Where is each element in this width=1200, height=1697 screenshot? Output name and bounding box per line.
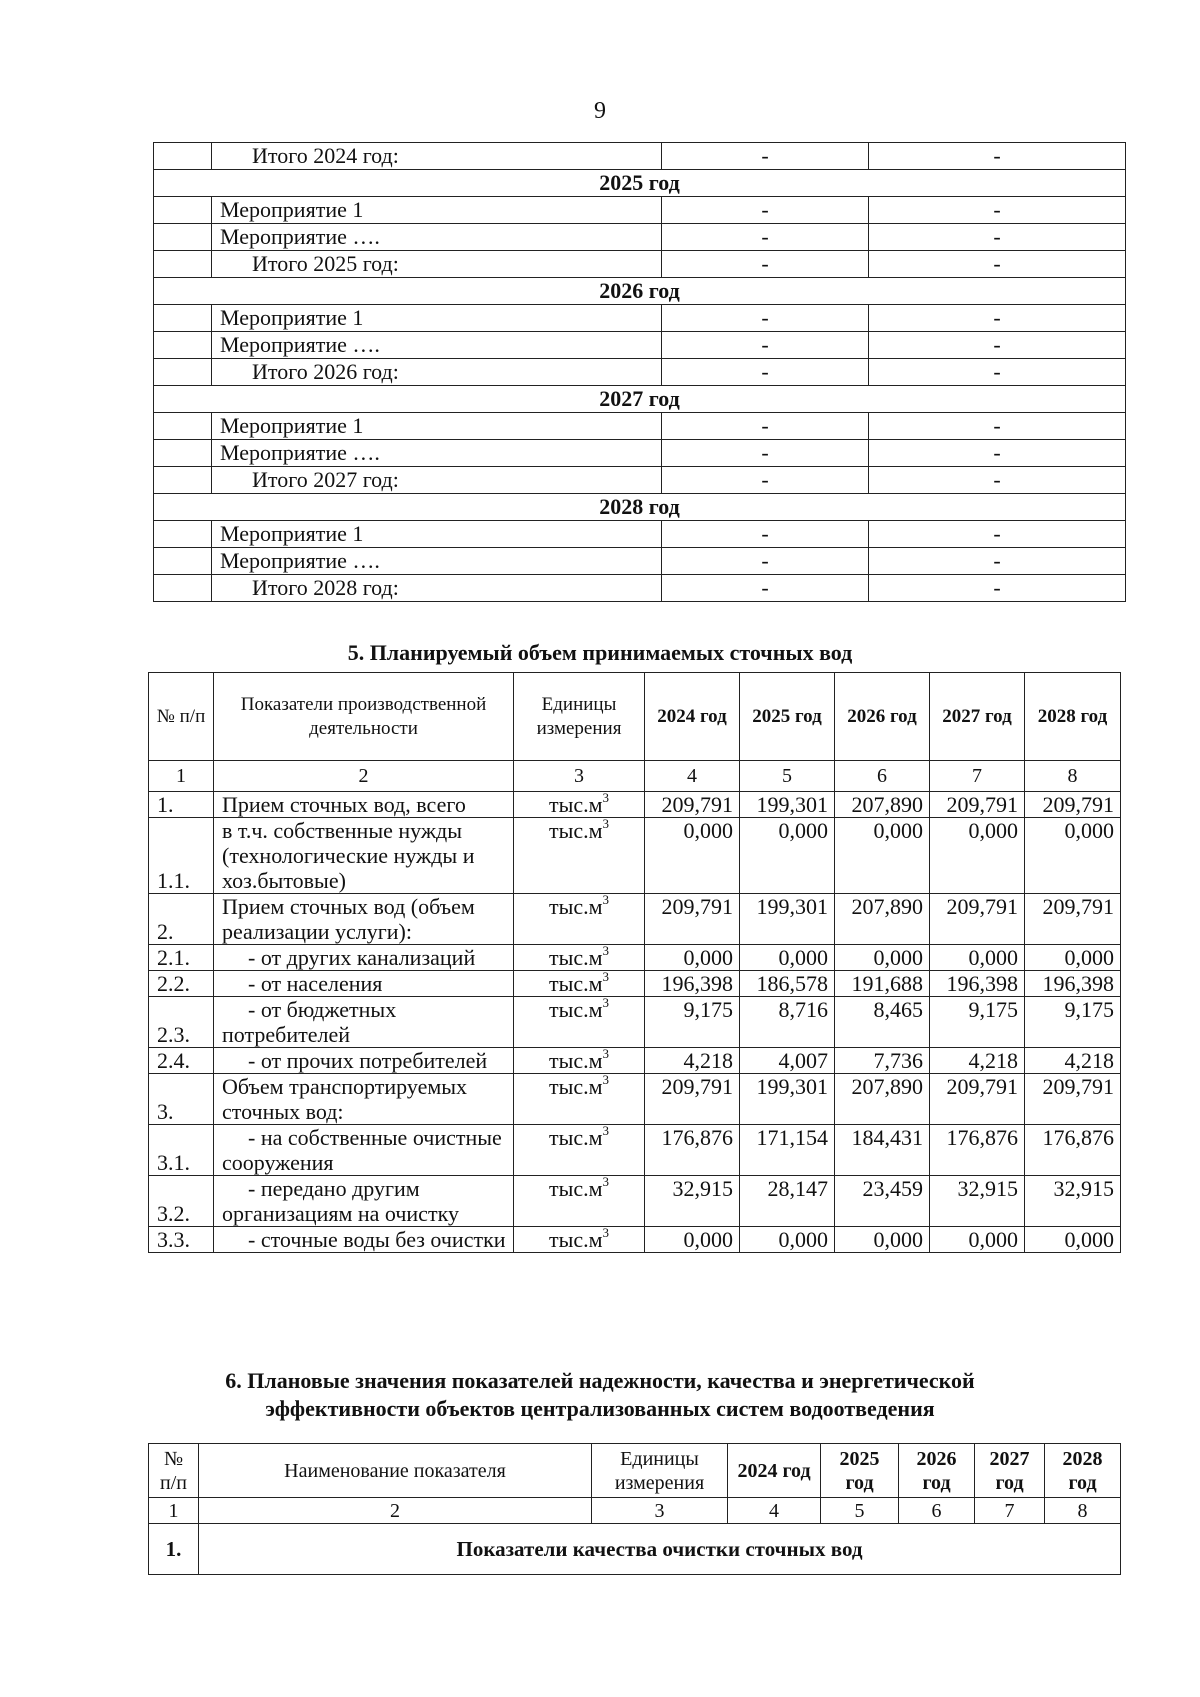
row-number-cell — [154, 359, 212, 386]
value-cell: - — [662, 224, 869, 251]
event-row — [154, 440, 1126, 467]
col-index: 2 — [214, 761, 514, 792]
unit-cell — [514, 1125, 645, 1176]
value-2025: 199,301 — [740, 894, 835, 945]
unit-cell — [514, 945, 645, 971]
value-2026: 207,890 — [835, 792, 930, 818]
unit-superscript: 3 — [602, 970, 610, 984]
value-2025: 4,007 — [740, 1048, 835, 1074]
value-2025: 186,578 — [740, 971, 835, 997]
total-label: Итого 2028 год: — [212, 575, 662, 602]
row-number: 3.2. — [149, 1176, 214, 1227]
value-cell: - — [662, 332, 869, 359]
row-number-cell — [154, 440, 212, 467]
unit-cell — [514, 1227, 645, 1253]
indicator-name: Прием сточных вод, всего — [214, 792, 514, 818]
value-2025: 171,154 — [740, 1125, 835, 1176]
value-2026: 191,688 — [835, 971, 930, 997]
header-name: Наименование показателя — [199, 1444, 592, 1498]
col-index: 8 — [1045, 1498, 1121, 1524]
value-2025: 28,147 — [740, 1176, 835, 1227]
year-heading-row — [154, 494, 1126, 521]
col-index: 4 — [728, 1498, 821, 1524]
wastewater-volume-table — [148, 672, 1121, 1253]
table-row — [149, 997, 1121, 1048]
section5-title: 5. Планируемый объем принимаемых сточных вод — [347, 640, 853, 665]
event-row — [154, 305, 1126, 332]
unit-text: тыс.м — [548, 894, 603, 919]
value-2025: 0,000 — [740, 945, 835, 971]
value-cell: - — [869, 143, 1126, 170]
value-2024: 32,915 — [645, 1176, 740, 1227]
event-row — [154, 548, 1126, 575]
row-number-cell — [154, 332, 212, 359]
col-index: 6 — [899, 1498, 975, 1524]
value-2028: 32,915 — [1025, 1176, 1121, 1227]
value-2026: 207,890 — [835, 1074, 930, 1125]
value-2027: 0,000 — [930, 945, 1025, 971]
page-number: 9 — [594, 98, 606, 124]
header-2027: 2027 год — [975, 1444, 1045, 1498]
row-number: 1.1. — [149, 818, 214, 894]
unit-superscript: 3 — [602, 1226, 610, 1240]
value-2024: 0,000 — [645, 945, 740, 971]
unit-cell — [514, 818, 645, 894]
section6-title-line2: эффективности объектов централизованных систем водоотведения — [265, 1396, 935, 1421]
col-index: 6 — [835, 761, 930, 792]
value-2024: 4,218 — [645, 1048, 740, 1074]
table-row — [149, 792, 1121, 818]
row-number: 2.1. — [149, 945, 214, 971]
value-2024: 209,791 — [645, 894, 740, 945]
value-2026: 0,000 — [835, 945, 930, 971]
value-2024: 209,791 — [645, 792, 740, 818]
unit-text: тыс.м — [548, 818, 603, 843]
value-2024: 0,000 — [645, 818, 740, 894]
table-row — [149, 945, 1121, 971]
header-2028: 2028 год — [1025, 673, 1121, 761]
table-row — [149, 971, 1121, 997]
value-cell: - — [869, 467, 1126, 494]
row-number: 2. — [149, 894, 214, 945]
unit-text: тыс.м — [548, 1048, 603, 1073]
value-2027: 209,791 — [930, 792, 1025, 818]
header-2024: 2024 год — [728, 1444, 821, 1498]
value-cell: - — [869, 251, 1126, 278]
header-indicator: Показатели производственной деятельности — [214, 673, 514, 761]
value-2028: 209,791 — [1025, 792, 1121, 818]
event-label: Мероприятие …. — [212, 548, 662, 575]
value-cell: - — [869, 521, 1126, 548]
table-row — [149, 818, 1121, 894]
value-2027: 32,915 — [930, 1176, 1025, 1227]
col-index: 7 — [930, 761, 1025, 792]
unit-cell — [514, 894, 645, 945]
year-heading: 2028 год — [154, 494, 1126, 521]
value-2028: 196,398 — [1025, 971, 1121, 997]
row-number-cell — [154, 197, 212, 224]
row-number-cell — [154, 548, 212, 575]
row-number: 3. — [149, 1074, 214, 1125]
row-number: 3.3. — [149, 1227, 214, 1253]
row-number-cell — [154, 413, 212, 440]
year-heading-row — [154, 170, 1126, 197]
value-2028: 9,175 — [1025, 997, 1121, 1048]
indicator-name: - сточные воды без очистки — [214, 1227, 514, 1253]
total-row — [154, 143, 1126, 170]
total-row — [154, 575, 1126, 602]
value-2024: 176,876 — [645, 1125, 740, 1176]
value-2027: 176,876 — [930, 1125, 1025, 1176]
unit-text: тыс.м — [548, 1227, 603, 1252]
total-row — [154, 467, 1126, 494]
value-2028: 176,876 — [1025, 1125, 1121, 1176]
value-cell: - — [662, 359, 869, 386]
col-index: 1 — [149, 1498, 199, 1524]
row-number-cell — [154, 521, 212, 548]
value-cell: - — [869, 305, 1126, 332]
unit-text: тыс.м — [548, 997, 603, 1022]
header-unit: Единицы измерения — [592, 1444, 728, 1498]
section6-title-line1: 6. Плановые значения показателей надежности, качества и энергетической — [225, 1368, 975, 1393]
value-cell: - — [662, 143, 869, 170]
header-2025: 2025 год — [740, 673, 835, 761]
col-index: 7 — [975, 1498, 1045, 1524]
indicator-name: Прием сточных вод (объем реализации услуги): — [214, 894, 514, 945]
value-cell: - — [662, 467, 869, 494]
value-2028: 0,000 — [1025, 1227, 1121, 1253]
unit-text: тыс.м — [548, 792, 603, 817]
value-2028: 0,000 — [1025, 818, 1121, 894]
unit-text: тыс.м — [548, 945, 603, 970]
value-cell: - — [869, 224, 1126, 251]
indicator-name: - передано другим организациям на очистку — [214, 1176, 514, 1227]
indicator-name: Объем транспортируемых сточных вод: — [214, 1074, 514, 1125]
value-cell: - — [662, 575, 869, 602]
total-row — [154, 359, 1126, 386]
row-number: 2.2. — [149, 971, 214, 997]
event-row — [154, 197, 1126, 224]
year-heading: 2026 год — [154, 278, 1126, 305]
event-label: Мероприятие 1 — [212, 197, 662, 224]
col-index: 3 — [514, 761, 645, 792]
unit-cell — [514, 997, 645, 1048]
year-heading-row — [154, 386, 1126, 413]
value-cell: - — [869, 359, 1126, 386]
unit-text: тыс.м — [548, 1074, 603, 1099]
indicator-name: - от бюджетных потребителей — [214, 997, 514, 1048]
unit-superscript: 3 — [602, 1073, 610, 1087]
row-number-cell — [154, 305, 212, 332]
value-cell: - — [662, 251, 869, 278]
unit-superscript: 3 — [602, 944, 610, 958]
value-2025: 0,000 — [740, 1227, 835, 1253]
header-no: № п/п — [149, 673, 214, 761]
value-2026: 0,000 — [835, 818, 930, 894]
value-2027: 0,000 — [930, 818, 1025, 894]
row-number: 2.3. — [149, 997, 214, 1048]
unit-cell — [514, 792, 645, 818]
value-cell: - — [869, 197, 1126, 224]
value-2025: 199,301 — [740, 1074, 835, 1125]
table-row — [149, 1048, 1121, 1074]
table-row — [149, 1176, 1121, 1227]
value-2026: 184,431 — [835, 1125, 930, 1176]
section-row-label: Показатели качества очистки сточных вод — [199, 1524, 1121, 1575]
row-number-cell — [154, 143, 212, 170]
event-label: Мероприятие 1 — [212, 413, 662, 440]
event-label: Мероприятие …. — [212, 224, 662, 251]
unit-superscript: 3 — [602, 996, 610, 1010]
unit-superscript: 3 — [602, 1124, 610, 1138]
unit-cell — [514, 1074, 645, 1125]
row-number: 2.4. — [149, 1048, 214, 1074]
table-row — [149, 894, 1121, 945]
value-2027: 0,000 — [930, 1227, 1025, 1253]
indicator-name: - на собственные очистные сооружения — [214, 1125, 514, 1176]
value-2026: 7,736 — [835, 1048, 930, 1074]
value-2026: 8,465 — [835, 997, 930, 1048]
value-2027: 209,791 — [930, 1074, 1025, 1125]
event-row — [154, 224, 1126, 251]
unit-superscript: 3 — [602, 791, 610, 805]
value-cell: - — [662, 305, 869, 332]
event-label: Мероприятие 1 — [212, 521, 662, 548]
unit-superscript: 3 — [602, 1047, 610, 1061]
value-2025: 8,716 — [740, 997, 835, 1048]
unit-cell — [514, 971, 645, 997]
col-index: 4 — [645, 761, 740, 792]
header-2026: 2026 год — [899, 1444, 975, 1498]
header-2026: 2026 год — [835, 673, 930, 761]
event-label: Мероприятие …. — [212, 440, 662, 467]
header-no: № п/п — [149, 1444, 199, 1498]
row-number-cell — [154, 575, 212, 602]
section-row-no: 1. — [149, 1524, 199, 1575]
value-2028: 209,791 — [1025, 894, 1121, 945]
value-cell: - — [869, 413, 1126, 440]
value-2027: 209,791 — [930, 894, 1025, 945]
header-2027: 2027 год — [930, 673, 1025, 761]
unit-text: тыс.м — [548, 971, 603, 996]
total-label: Итого 2025 год: — [212, 251, 662, 278]
event-row — [154, 521, 1126, 548]
value-cell: - — [869, 548, 1126, 575]
event-row — [154, 413, 1126, 440]
header-2025: 2025 год — [821, 1444, 899, 1498]
total-label: Итого 2026 год: — [212, 359, 662, 386]
table-row — [149, 1227, 1121, 1253]
indicator-name: - от прочих потребителей — [214, 1048, 514, 1074]
unit-superscript: 3 — [602, 893, 610, 907]
header-unit: Единицы измерения — [514, 673, 645, 761]
unit-superscript: 3 — [602, 1175, 610, 1189]
total-label: Итого 2027 год: — [212, 467, 662, 494]
value-2024: 209,791 — [645, 1074, 740, 1125]
value-2024: 9,175 — [645, 997, 740, 1048]
value-2028: 4,218 — [1025, 1048, 1121, 1074]
value-cell: - — [662, 521, 869, 548]
event-row — [154, 332, 1126, 359]
value-2025: 0,000 — [740, 818, 835, 894]
value-cell: - — [662, 197, 869, 224]
row-number-cell — [154, 467, 212, 494]
table-row — [149, 1074, 1121, 1125]
col-index: 2 — [199, 1498, 592, 1524]
value-cell: - — [869, 440, 1126, 467]
unit-cell — [514, 1176, 645, 1227]
value-2028: 0,000 — [1025, 945, 1121, 971]
table-row — [149, 1125, 1121, 1176]
value-2026: 0,000 — [835, 1227, 930, 1253]
unit-text: тыс.м — [548, 1125, 603, 1150]
value-2027: 4,218 — [930, 1048, 1025, 1074]
row-number: 1. — [149, 792, 214, 818]
value-2027: 196,398 — [930, 971, 1025, 997]
unit-superscript: 3 — [602, 817, 610, 831]
year-heading: 2025 год — [154, 170, 1126, 197]
value-cell: - — [869, 575, 1126, 602]
value-2024: 0,000 — [645, 1227, 740, 1253]
col-index: 1 — [149, 761, 214, 792]
header-2028: 2028 год — [1045, 1444, 1121, 1498]
row-number-cell — [154, 224, 212, 251]
year-heading: 2027 год — [154, 386, 1126, 413]
value-2028: 209,791 — [1025, 1074, 1121, 1125]
value-2026: 23,459 — [835, 1176, 930, 1227]
header-2024: 2024 год — [645, 673, 740, 761]
col-index: 5 — [740, 761, 835, 792]
unit-cell — [514, 1048, 645, 1074]
col-index: 8 — [1025, 761, 1121, 792]
row-number-cell — [154, 251, 212, 278]
value-cell: - — [662, 413, 869, 440]
col-index: 5 — [821, 1498, 899, 1524]
total-label: Итого 2024 год: — [212, 143, 662, 170]
reliability-indicators-table — [148, 1443, 1121, 1575]
value-cell: - — [662, 548, 869, 575]
indicator-name: в т.ч. собственные нужды (технологические нужды и хоз.бытовые) — [214, 818, 514, 894]
value-2025: 199,301 — [740, 792, 835, 818]
event-label: Мероприятие 1 — [212, 305, 662, 332]
value-cell: - — [869, 332, 1126, 359]
total-row — [154, 251, 1126, 278]
row-number: 3.1. — [149, 1125, 214, 1176]
event-label: Мероприятие …. — [212, 332, 662, 359]
value-cell: - — [662, 440, 869, 467]
value-2027: 9,175 — [930, 997, 1025, 1048]
year-heading-row — [154, 278, 1126, 305]
col-index: 3 — [592, 1498, 728, 1524]
unit-text: тыс.м — [548, 1176, 603, 1201]
indicator-name: - от других канализаций — [214, 945, 514, 971]
events-table — [153, 142, 1126, 602]
value-2026: 207,890 — [835, 894, 930, 945]
value-2024: 196,398 — [645, 971, 740, 997]
indicator-name: - от населения — [214, 971, 514, 997]
